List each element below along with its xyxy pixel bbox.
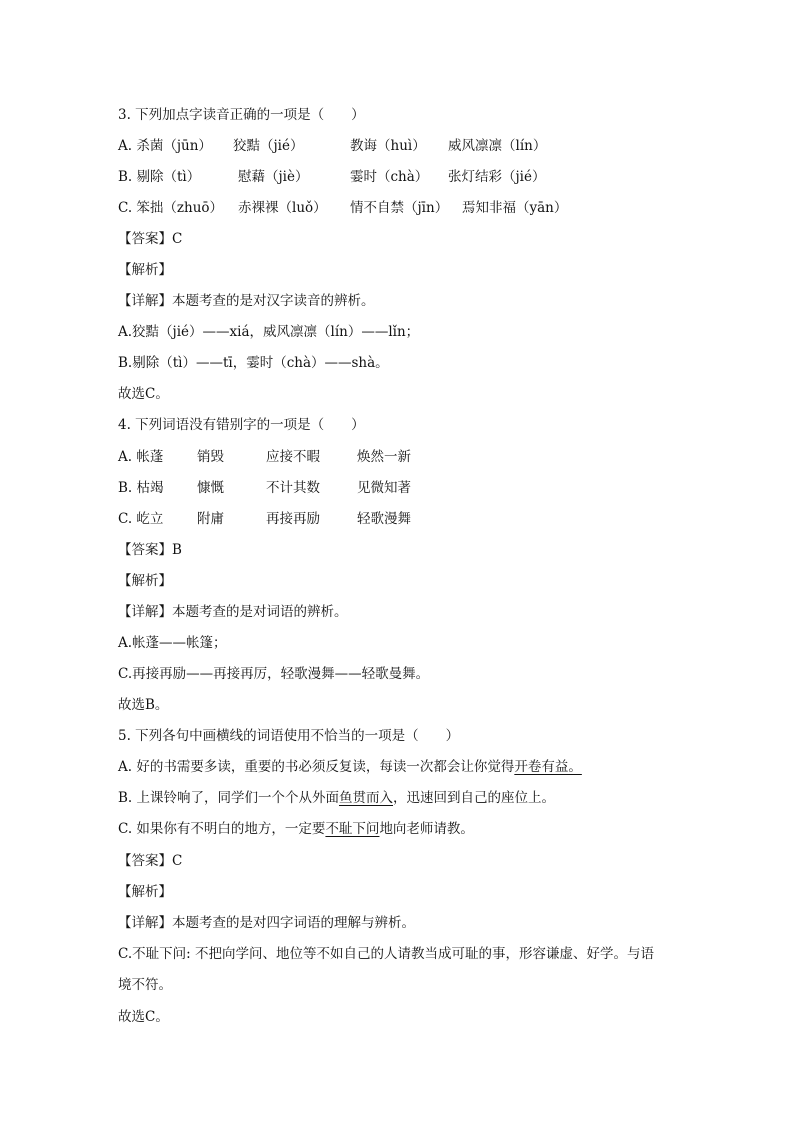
q3-b-1: B. 剔除（tì） <box>118 169 201 185</box>
q4-c-2: 附庸 <box>197 511 224 527</box>
q5-option-b <box>118 789 555 807</box>
q5-option-c <box>118 820 474 838</box>
q3-explanation-1: A.狡黠（jié）——xiá，威风凛凛（lín）——lǐn； <box>118 324 420 340</box>
q5-a-underlined: 开卷有益。 <box>514 759 582 775</box>
q5-c-text: C. 如果你有不明白的地方，一定要 <box>118 821 326 837</box>
q4-explanation-1: A.帐蓬——帐篷； <box>118 635 227 651</box>
q3-c-3: 情不自禁（jīn） <box>350 200 449 216</box>
q5-stem: 5. 下列各句中画横线的词语使用不恰当的一项是（ ） <box>118 728 460 744</box>
q3-a-1: A. 杀菌（jūn） <box>118 138 212 154</box>
q3-stem: 3. 下列加点字读音正确的一项是（ ） <box>118 107 365 123</box>
q3-analysis-heading: 【解析】 <box>118 262 172 278</box>
q5-explanation-1: C.不耻下问: 不把向学问、地位等不如自己的人请教当成可耻的事，形容谦虚、好学。与语 <box>118 946 654 962</box>
q5-conclusion: 故选C。 <box>118 1009 169 1025</box>
q3-c-1: C. 笨拙（zhuō） <box>118 200 224 216</box>
q3-b-4: 张灯结彩（jié） <box>448 169 546 185</box>
q3-conclusion: 故选C。 <box>118 386 169 402</box>
q4-b-2: 慷慨 <box>197 480 224 496</box>
q4-explanation-2: C.再接再励——再接再厉，轻歌漫舞——轻歌曼舞。 <box>118 666 430 682</box>
q5-answer: 【答案】C <box>118 853 183 869</box>
q4-a-1: A. 帐蓬 <box>118 449 164 465</box>
q3-c-2: 赤裸裸（luǒ） <box>238 200 327 216</box>
q5-c-underlined: 不耻下问 <box>325 821 380 837</box>
q5-b-text-after: ，迅速回到自己的座位上。 <box>393 790 556 806</box>
q5-b-text: B. 上课铃响了，同学们一个个从外面 <box>118 790 340 806</box>
q4-b-3: 不计其数 <box>266 480 320 496</box>
q4-conclusion: 故选B。 <box>118 697 169 713</box>
q3-a-2: 狡黠（jié） <box>233 138 304 154</box>
q4-c-4: 轻歌漫舞 <box>357 511 411 527</box>
q4-detail: 【详解】本题考查的是对词语的辨析。 <box>118 604 348 620</box>
q3-b-3: 霎时（chà） <box>350 169 429 185</box>
q5-option-a <box>118 758 582 776</box>
q4-b-4: 见微知著 <box>357 480 411 496</box>
q5-detail: 【详解】本题考查的是对四字词语的理解与辨析。 <box>118 915 415 931</box>
q3-a-3: 教诲（huì） <box>350 138 426 154</box>
q4-c-1: C. 屹立 <box>118 511 164 527</box>
q5-analysis-heading: 【解析】 <box>118 884 172 900</box>
q5-explanation-2: 境不符。 <box>118 977 172 993</box>
q4-stem: 4. 下列词语没有错别字的一项是（ ） <box>118 417 365 433</box>
q4-answer: 【答案】B <box>118 542 182 558</box>
q5-c-text-after: 地向老师请教。 <box>379 821 474 837</box>
q3-c-4: 焉知非福（yān） <box>462 200 568 216</box>
q3-b-2: 慰藉（jiè） <box>238 169 309 185</box>
q3-answer: 【答案】C <box>118 231 183 247</box>
q3-detail: 【详解】本题考查的是对汉字读音的辨析。 <box>118 293 375 309</box>
q3-a-4: 威风凛凛（lín） <box>448 138 547 154</box>
q5-b-underlined: 鱼贯而入 <box>339 790 394 806</box>
q4-a-2: 销毁 <box>197 449 224 465</box>
q4-a-4: 焕然一新 <box>357 449 411 465</box>
q4-a-3: 应接不暇 <box>266 449 320 465</box>
q4-c-3: 再接再励 <box>266 511 320 527</box>
q4-analysis-heading: 【解析】 <box>118 573 172 589</box>
q3-explanation-2: B.剔除（tì）——tī，霎时（chà）——shà。 <box>118 355 389 371</box>
q5-a-text: A. 好的书需要多读，重要的书必须反复读，每读一次都会让你觉得 <box>118 759 515 775</box>
q4-b-1: B. 枯竭 <box>118 480 164 496</box>
